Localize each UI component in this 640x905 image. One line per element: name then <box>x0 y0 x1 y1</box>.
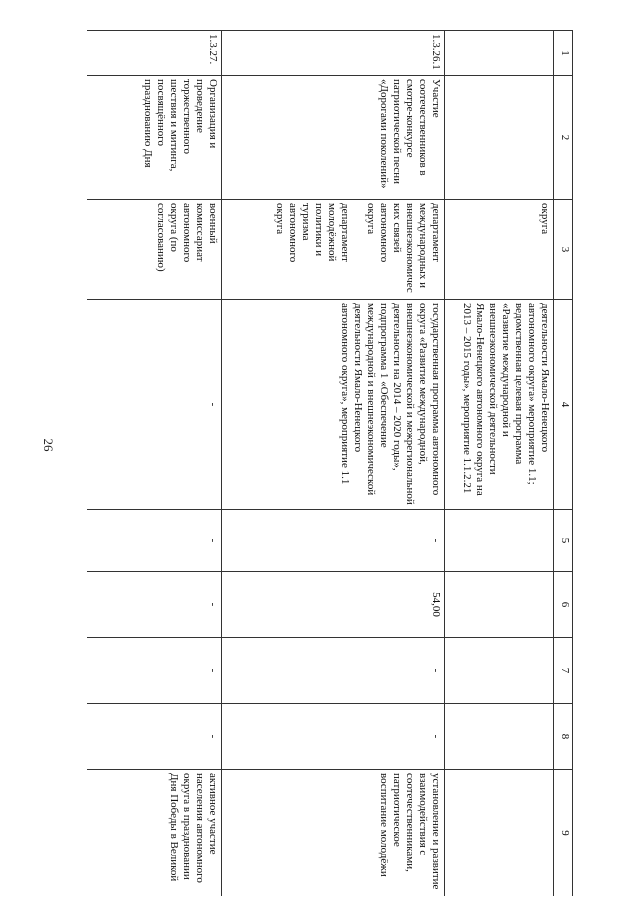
value-cell: - <box>87 638 222 704</box>
page-number: 26 <box>41 438 56 452</box>
value-cell: - <box>87 704 222 770</box>
activity-cell: Организация и проведение торжественного шествия и митинга, посвящённого празднованию Дня <box>87 76 222 200</box>
value-cell <box>445 510 554 572</box>
column-number-row <box>554 31 573 897</box>
row-number-cell <box>445 31 554 76</box>
funding-source-cell: деятельности Ямало-Ненецкого автономного округа» мероприятие 1.1; ведомственная целевая программа «Развитие международной и внешнеэкономической деятельности Ямало-Ненецкого автономного округа на 2013 – 2015 годы», мероприятие 1.1.2.21 <box>445 300 554 510</box>
table-row <box>87 31 222 897</box>
value-cell: - <box>222 704 445 770</box>
activity-cell <box>445 76 554 200</box>
column-number: 6 <box>554 572 573 638</box>
plan-table <box>87 30 573 896</box>
value-cell: - <box>87 510 222 572</box>
funding-source-cell: государственная программа автономного округа «Развитие международной, внешнеэкономической и межрегиональной деятельности на 2014 – 2020 годы», подпрограмма 1 «Обеспечение международной и внешнеэкономической деятельности Ямало-Ненецкого автономного округа», мероприятие 1.1 <box>222 300 445 510</box>
executor-text: департамент международных и внешнеэкономических связей автономного округа <box>365 203 442 293</box>
column-number: 9 <box>554 770 573 897</box>
executor-text: военный комиссариат автономного округа (по согласованию) <box>155 203 219 272</box>
executor-cell <box>87 200 222 300</box>
value-cell: 54,00 <box>222 572 445 638</box>
column-number: 8 <box>554 704 573 770</box>
activity-cell: Участие соотечественников в смотре-конкурсе патриотической песни «Дорогами поколений» <box>222 76 445 200</box>
row-number-cell: 1.3.26.1 <box>222 31 445 76</box>
executor-text: департамент молодёжной политики и туризма автономного округа <box>274 203 351 263</box>
column-number: 2 <box>554 76 573 200</box>
column-number: 3 <box>554 200 573 300</box>
table-row <box>222 31 445 897</box>
row-number-cell: 1.3.27. <box>87 31 222 76</box>
table-row <box>445 31 554 897</box>
result-cell <box>445 770 554 897</box>
column-number: 5 <box>554 510 573 572</box>
result-cell: установление и развитие взаимодействия с соотечественниками, патриотическое воспитание молодёжи <box>222 770 445 897</box>
rotated-sheet <box>87 30 573 896</box>
value-cell <box>445 704 554 770</box>
value-cell <box>445 638 554 704</box>
value-cell: - <box>87 572 222 638</box>
funding-source-cell: - <box>87 300 222 510</box>
value-cell: - <box>222 638 445 704</box>
executor-cell <box>445 200 554 300</box>
value-cell: - <box>222 510 445 572</box>
value-cell <box>445 572 554 638</box>
column-number: 1 <box>554 31 573 76</box>
column-number: 4 <box>554 300 573 510</box>
column-number: 7 <box>554 638 573 704</box>
landscape-table-area <box>87 30 573 896</box>
executor-cell <box>222 200 445 300</box>
executor-text: округа <box>539 203 551 235</box>
result-cell: активное участие населения автономного округа в праздновании Дня Победы в Великой <box>87 770 222 897</box>
